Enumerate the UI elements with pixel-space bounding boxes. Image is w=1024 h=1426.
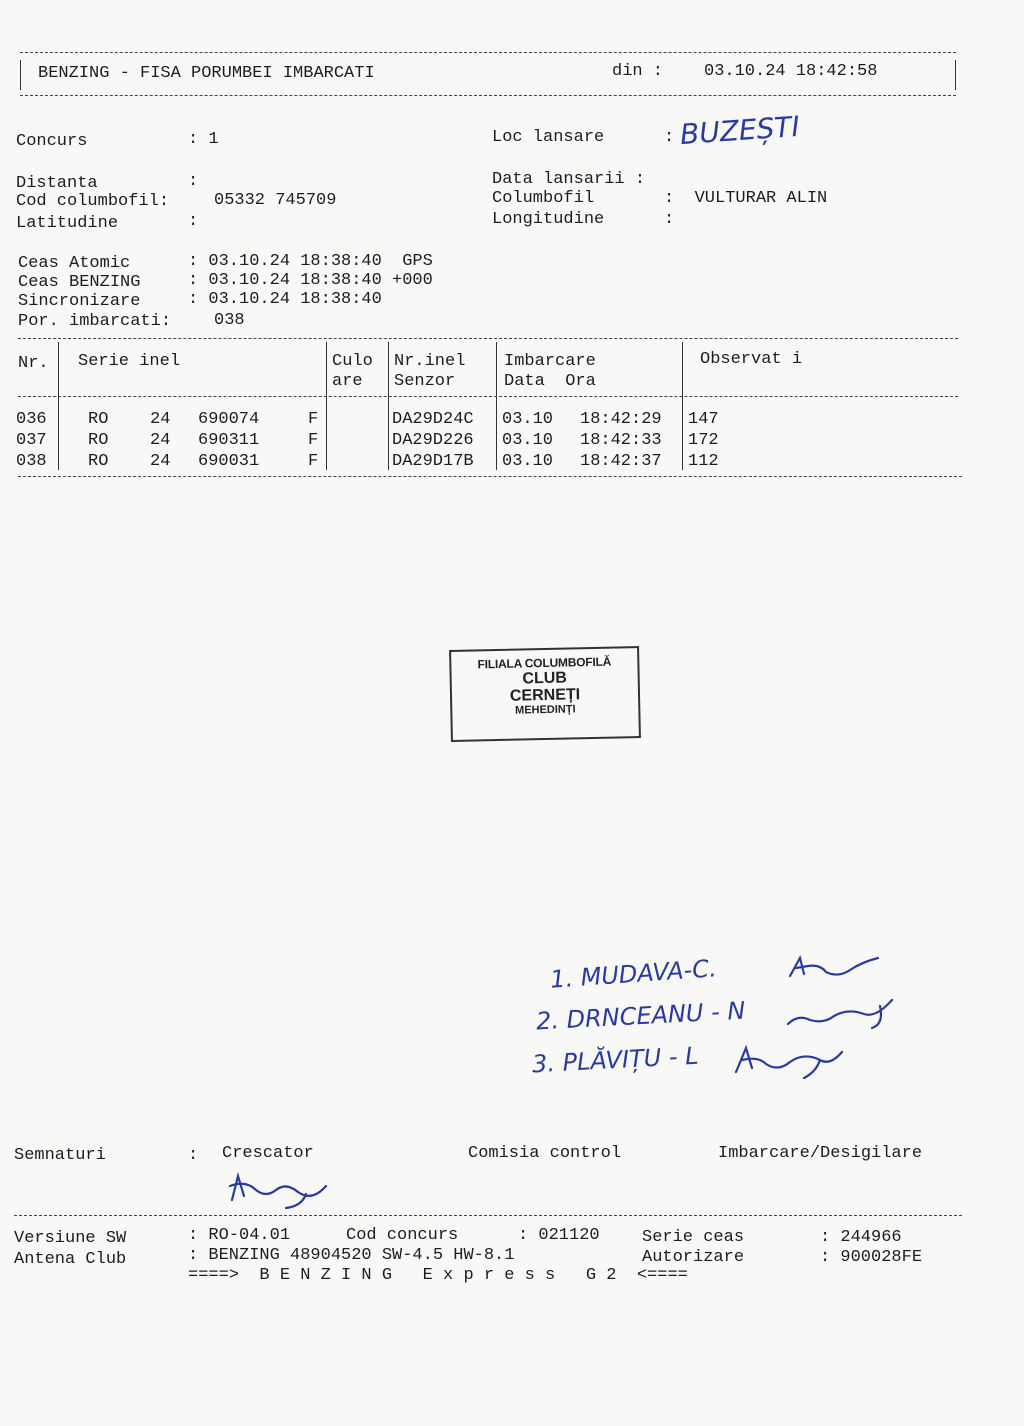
ceas-atomic-label: Ceas Atomic	[18, 254, 131, 273]
header-top-rule	[20, 52, 956, 53]
ceas-atomic-value: : 03.10.24 18:38:40 GPS	[188, 252, 433, 271]
serie-ceas-value: : 244966	[820, 1228, 902, 1247]
club-stamp	[449, 646, 641, 742]
columbofil-value: : VULTURAR ALIN	[664, 189, 828, 208]
footer-top-rule	[14, 1215, 962, 1216]
cod-concurs-label: Cod concurs	[346, 1226, 459, 1245]
row-sex: F	[308, 452, 319, 471]
table-bottom-rule	[18, 476, 962, 477]
latitudine-value: :	[188, 212, 199, 231]
comisia-control-label: Comisia control	[468, 1144, 622, 1163]
loc-lansare-sep: :	[664, 128, 675, 147]
versiune-sw-value: : RO-04.01	[188, 1226, 291, 1245]
commission-member-2: 2. DRNCEANU - N	[535, 996, 746, 1036]
imbarcare-desigilare-label: Imbarcare/Desigilare	[718, 1144, 923, 1163]
row-nr: 036	[16, 410, 47, 429]
col-header-imbarcare-1: Imbarcare	[504, 352, 596, 371]
columbofil-label: Columbofil	[492, 189, 595, 208]
distanta-value: :	[188, 172, 199, 191]
commission-signature-2	[784, 994, 904, 1034]
loc-lansare-label: Loc lansare	[492, 128, 605, 147]
longitudine-value: :	[664, 210, 675, 229]
row-obs: 147	[688, 410, 719, 429]
col-header-culoare-2: are	[332, 372, 363, 391]
row-year: 24	[150, 431, 171, 450]
autorizare-label: Autorizare	[642, 1248, 745, 1267]
row-country: RO	[88, 410, 109, 429]
row-obs: 112	[688, 452, 719, 471]
row-sensor: DA29D24C	[392, 410, 474, 429]
semnaturi-label: Semnaturi	[14, 1146, 106, 1165]
col-sep-2	[326, 342, 327, 470]
col-sep-1	[58, 342, 59, 470]
row-country: RO	[88, 452, 109, 471]
ceas-benzing-value: : 03.10.24 18:38:40 +000	[188, 271, 433, 290]
crescator-label: Crescator	[222, 1144, 314, 1163]
row-date: 03.10	[502, 452, 554, 471]
header-right-border	[955, 60, 956, 90]
cod-columbofil-value: 05332 745709	[214, 191, 337, 210]
date-value: 03.10.24 18:42:58	[704, 62, 878, 81]
porumbei-imbarcati-label: Por. imbarcati:	[18, 312, 172, 331]
row-date: 03.10	[502, 410, 554, 429]
antena-club-label: Antena Club	[14, 1250, 127, 1269]
date-label: din :	[612, 62, 664, 81]
row-sex: F	[308, 410, 319, 429]
concurs-label: Concurs	[16, 132, 88, 151]
document-title: BENZING - FISA PORUMBEI IMBARCATI	[38, 64, 375, 83]
row-time: 18:42:33	[580, 431, 662, 450]
row-sensor: DA29D17B	[392, 452, 474, 471]
antena-club-value: : BENZING 48904520 SW-4.5 HW-8.1	[188, 1246, 515, 1265]
commission-member-1: 1. MUDAVA-C.	[549, 954, 718, 994]
distanta-label: Distanta	[16, 174, 98, 193]
row-nr: 037	[16, 431, 47, 450]
header-bottom-rule	[20, 95, 956, 96]
concurs-value: : 1	[188, 130, 219, 149]
col-header-culoare-1: Culo	[332, 352, 373, 371]
col-sep-3	[388, 342, 389, 470]
loc-lansare-handwritten: BUZEȘTI	[678, 109, 801, 152]
data-lansarii-label: Data lansarii :	[492, 170, 646, 189]
autorizare-value: : 900028FE	[820, 1248, 923, 1267]
table-header-rule	[18, 396, 958, 397]
row-ring: 690311	[198, 431, 260, 450]
row-obs: 172	[688, 431, 719, 450]
cod-columbofil-label: Cod columbofil:	[16, 192, 170, 211]
serie-ceas-label: Serie ceas	[642, 1228, 745, 1247]
row-country: RO	[88, 431, 109, 450]
latitudine-label: Latitudine	[16, 214, 119, 233]
row-ring: 690074	[198, 410, 260, 429]
row-sex: F	[308, 431, 319, 450]
stamp-line-3: CERNEȚI	[509, 686, 581, 705]
benzing-brand-line: ====> B E N Z I N G E x p r e s s G 2 <====	[188, 1266, 688, 1285]
row-year: 24	[150, 410, 171, 429]
stamp-line-1: FILIALA COLUMBOFILĂ	[477, 654, 612, 672]
header-left-border	[20, 60, 21, 90]
commission-signature-1	[786, 950, 886, 986]
row-time: 18:42:37	[580, 452, 662, 471]
commission-signature-3	[730, 1038, 850, 1082]
col-header-serie: Serie inel	[78, 352, 181, 371]
col-header-observatii: Observat i	[700, 350, 803, 369]
row-time: 18:42:29	[580, 410, 662, 429]
stamp-line-2: CLUB	[522, 669, 568, 688]
col-header-nr: Nr.	[18, 354, 49, 373]
sincronizare-value: : 03.10.24 18:38:40	[188, 290, 382, 309]
row-nr: 038	[16, 452, 47, 471]
crescator-signature	[226, 1168, 336, 1212]
commission-member-3: 3. PLĂVIȚU - L	[531, 1041, 700, 1079]
row-sensor: DA29D226	[392, 431, 474, 450]
cod-concurs-value: : 021120	[518, 1226, 600, 1245]
col-sep-4	[496, 342, 497, 470]
ceas-benzing-label: Ceas BENZING	[18, 273, 141, 292]
stamp-line-4: MEHEDINȚI	[514, 703, 576, 717]
porumbei-imbarcati-value: 038	[214, 311, 245, 330]
col-header-nrinel-1: Nr.inel	[394, 352, 466, 371]
versiune-sw-label: Versiune SW	[14, 1229, 127, 1248]
col-header-nrinel-2: Senzor	[394, 372, 456, 391]
table-top-rule	[18, 338, 958, 339]
longitudine-label: Longitudine	[492, 210, 605, 229]
col-sep-5	[682, 342, 683, 470]
row-date: 03.10	[502, 431, 554, 450]
semnaturi-sep: :	[188, 1146, 199, 1165]
row-ring: 690031	[198, 452, 260, 471]
sincronizare-label: Sincronizare	[18, 292, 141, 311]
row-year: 24	[150, 452, 171, 471]
col-header-imbarcare-2: Data Ora	[504, 372, 596, 391]
